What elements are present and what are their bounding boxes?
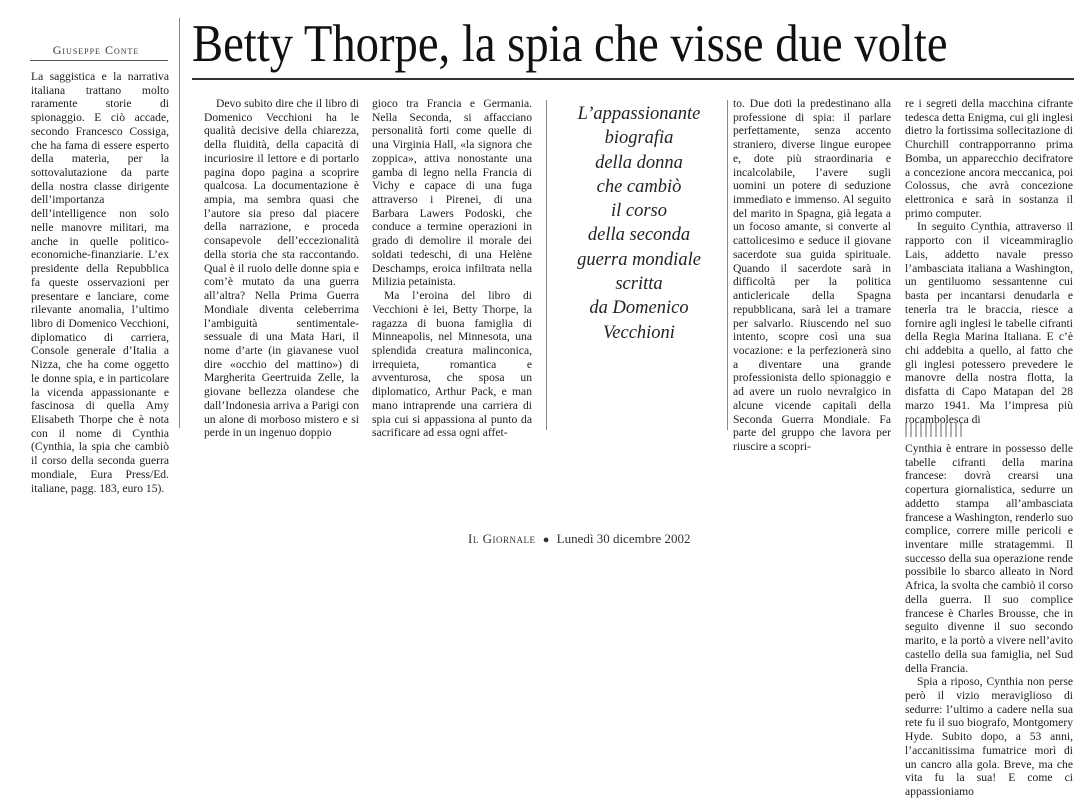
column-rule <box>179 18 180 428</box>
pull-quote-line: che cambiò <box>596 176 682 197</box>
column-2 <box>204 97 359 440</box>
column-2-text: Devo subito dire che il libro di Domenico Vecchioni ha le qualità decisive della chiarezza, della fluidità, della capacità di incuriosire il lettore e di portarlo pagina dopo pagina a scoprire qualcosa. La documentazione è ampia, ma sembra quasi che l’autore sia preso dal piacere della narrazione, e proceda consapevole dell’eccezionalità della storia che sta raccontando. Qual è il ruolo delle donne spia e com’è mutato da una guerra all’altra? Nella Prima Guerra Mondiale diventa celeberrima l’ambiguità sentimentale-sessuale di una Mata Hari, il nome d’arte (in giavanese vuol dire «occhio del mattino») di Margherita Geertruida Zelle, la giovane bellezza olandese che dall’Indonesia arriva a Parigi con un alone di morboso mistero e si perde in un ingenuo doppio <box>204 97 359 440</box>
column-4-text: to. Due doti la predestinano alla professione di spia: il parlare perfettamente, senza accento straniero, diverse lingue europee e, dote più straordinaria e incalcolabile, l’avere sugli uomini un potere di seduzione immediato e immenso. Al seguito del marito in Spagna, già legata a un focoso amante, si converte al cattolicesimo e seduce il giovane sacerdote sua guida spirituale. Quando il sacerdote sarà in difficoltà per la politica anticlericale della Spagna repubblicana, sarà lei a tramare per salvarlo. Riuscendo nel suo intento, scopre così una sua vocazione: e la perfezionerà sino a diventare una grande professionista dello spionaggio e ad avere un ruolo nevralgico in alcune vicende capitali della Seconda Guerra Mondiale. Fa parte del gruppo che lavora per riuscire a scopri- <box>733 97 891 453</box>
column-6-text-a: Cynthia è entrare in possesso delle tabelle cifranti della marina francese: dovrà crearsi una copertura giornalistica, sedurre un addetto stampa all’ambasciata francese a Washington, renderlo suo complice, correre mille pericoli e inventare mille stratagemmi. Il successo della sua operazione rende possibile lo sbarco alleato in Nord Africa, la svolta che cambiò il corso della guerra. Il suo complice francese è Charles Brousse, che in seguito divenne il suo secondo marito, e la portò a vivere nell’avito castello della sua famiglia, nel Sud della Francia. <box>905 442 1073 675</box>
headline: Betty Thorpe, la spia che visse due volte <box>192 15 948 73</box>
column-3-text-a: gioco tra Francia e Germania. Nella Seconda, si affacciano personalità forti come quelle di una Virginia Hall, «la signora che zoppica», attiva nonostante una gamba di legno nella Francia di Vichy e capace di una fuga attraverso i Pirenei, di una Barbara Lawers Podoski, che conduce a termine operazioni in grado di demolire il morale dei soldati tedeschi, di una Helène Deschamps, eroica infiltrata nella Milizia petainista. <box>372 97 532 289</box>
column-4 <box>733 97 891 455</box>
author-byline: Giuseppe Conte <box>52 43 140 57</box>
folio <box>468 531 738 547</box>
pull-quote-line: L’appassionante <box>577 104 701 124</box>
column-3-text-b: Ma l’eroina del libro di Vecchioni è lei, Betty Thorpe, la ragazza di buona famiglia di Minneapolis, nel Minnesota, una splendida creatura malinconica, irrequieta, romantica e avventurosa, che sposa un diplomatico, Arthur Pack, e man mano intraprende una carriera di spia cui si appassiona al punto da sacrificare ad essa ogni affet- <box>372 289 532 440</box>
column-1-text: La saggistica e la narrativa italiana trattano molto raramente storie di spionaggio. E ciò accade, secondo Francesco Cossiga, che ha fama di essere esperto della materia, per la sottovalutazione da parte della nostra classe dirigente dell’importanza dell’intelligence non solo nelle manovre militari, ma anche in quelle politico-economiche-finanziarie. L’ex presidente della Repubblica fa queste osservazioni per presentare e lanciare, come rilevante anomalia, l’ultimo libro di Domenico Vecchioni, diplomatico di carriera, Console generale d’Italia a Nizza, che ha come oggetto le donne spia, e in particolare la vicenda appassionante e fascinosa di quella Amy Elisabeth Thorpe che è nota con il nome di Cynthia (Cynthia, la spia che cambiò il corso della seconda guerra mondiale, Eura Press/Ed. italiane, pagg. 183, euro 15). <box>31 70 169 495</box>
column-rule <box>727 100 728 430</box>
column-6 <box>905 442 1073 800</box>
pull-quote-line: Vecchioni <box>603 322 675 343</box>
column-1 <box>31 70 169 495</box>
pull-quote-line: biografia <box>604 128 674 149</box>
publication-name: Il Giornale <box>468 531 536 546</box>
headline-rule <box>192 78 1074 80</box>
column-5 <box>905 97 1073 427</box>
scan-artifact <box>905 423 965 437</box>
column-6-text-b: Spia a riposo, Cynthia non perse però il vizio meraviglioso di sedurre: l’ultimo a cadere nella sua rete fu il suo biografo, Montgomery Hyde. Subito dopo, a 53 anni, l’accanitissima fumatrice morì di un cancro alla gola. Breve, ma che vita fu la sua! E come ci appassioniamo <box>905 675 1073 798</box>
column-3 <box>372 97 532 440</box>
pull-quote-line: il corso <box>610 201 667 222</box>
pull-quote-line: guerra mondiale <box>577 249 701 270</box>
folio-separator: ● <box>542 534 550 546</box>
column-5-text-a: re i segreti della macchina cifrante tedesca detta Enigma, cui gli inglesi dietro la fortissima sollecitazione di Churchill contrapporranno prima Bomba, un apparecchio decifratore a concezione ancora meccanica, poi Colossus, che avrà concezione elettronica e sarà in sostanza il primo computer. <box>905 97 1073 220</box>
column-5-text-b: In seguito Cynthia, attraverso il rapporto con il viceammiraglio Lais, addetto navale presso l’ambasciata italiana a Washington, un gentiluomo sessantenne cui basta per incantarsi denudarla e tenerla tra le braccia, riesce a fornire agli inglesi le tabelle cifranti della Regia Marina Italiana. E c’è chi addebita a quello, al fatto che gli inglesi potessero prevedere le manovre della nostra flotta, la disfatta di Capo Matapan del 28 marzo 1941. Ma l’impresa più rocambolesca di <box>905 220 1073 426</box>
pull-quote-line: scritta <box>615 274 663 295</box>
pull-quote-line: della seconda <box>587 225 691 246</box>
author-rule <box>30 60 168 61</box>
column-rule <box>546 100 547 430</box>
pull-quote-line: da Domenico <box>589 298 689 319</box>
pull-quote <box>556 102 722 345</box>
publication-date: Lunedì 30 dicembre 2002 <box>556 531 691 546</box>
pull-quote-line: della donna <box>595 152 683 173</box>
